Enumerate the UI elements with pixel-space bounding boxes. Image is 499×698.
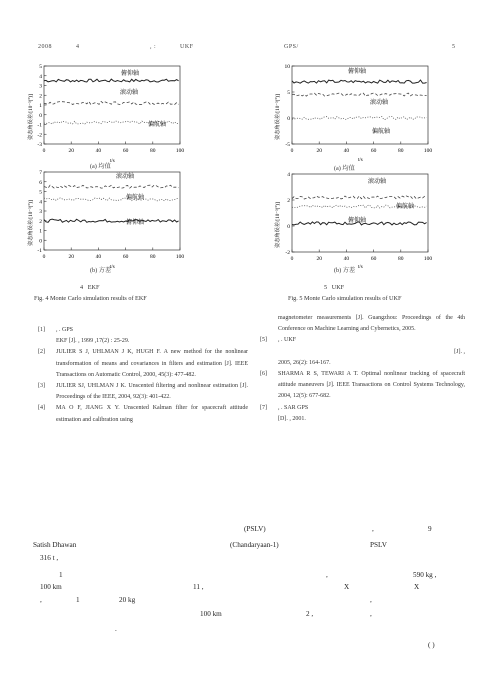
fig5a-ytick-label: 5 — [287, 90, 290, 96]
fig5-caption: Fig. 5 Monte Carlo simulation results of UKF — [288, 295, 402, 302]
fig5a-legend-1: 滚动轴 — [370, 100, 389, 106]
fig4a-ytick-label: 0 — [39, 112, 42, 119]
news-l7c: , — [370, 610, 372, 618]
fig4b-series-pitch — [44, 219, 179, 222]
fig4a-ytick-label: 1 — [39, 103, 42, 109]
fig5b-xtick-label: 0 — [290, 256, 294, 262]
fig4b-ytick-label: 6 — [39, 179, 42, 186]
fig5a-ytick-label: 10 — [284, 64, 290, 70]
fig4b-ytick-label: 7 — [39, 170, 42, 176]
fig5b-ticks — [285, 172, 432, 262]
ref-item: [3] JULIER SJ, UHLMAN J K. Unscented filtering and nonlinear estimation [J]. Proceedings of the IEEE, 2004, 92(3): 401-422. — [38, 383, 248, 401]
fig4b-chart — [26, 166, 186, 276]
fig5b-frame — [292, 174, 428, 252]
fig4a-ytick-label: 4 — [39, 73, 42, 80]
ref-item: [5] , . UKF — [260, 337, 297, 344]
news-l8a: . — [115, 625, 117, 633]
news-l1c: 9 — [428, 525, 432, 533]
news-l2c: PSLV — [370, 541, 387, 549]
ref-item: [J]. , — [454, 348, 465, 355]
ref-item: [6] SHARMA R S, TEWARI A T. Optimal nonlinear tracking of spacecraft attitude maneuvers [J]. IEEE Transactions on Control Systems Technology, 2004, 12(5): 677-682. — [260, 371, 465, 400]
news-l6c: 20 kg — [119, 596, 136, 604]
fig4b-ytick-label: -1 — [37, 248, 42, 254]
fig4b-xtick-label: 60 — [122, 254, 129, 260]
fig4a-ytick-label: -3 — [37, 142, 42, 148]
news-l7b: 2 , — [306, 610, 314, 618]
news-l5c: X — [344, 583, 350, 591]
fig4a-ytick-label: 2 — [39, 93, 42, 100]
fig5b-ytick-label: 2 — [287, 198, 290, 204]
fig4a-legend-2: 偏航轴 — [148, 122, 167, 128]
fig4b-xtick-label: 40 — [95, 254, 102, 260]
ref-item: [7] , . SAR GPS — [260, 404, 309, 411]
ref-item: [2] JULIER S J, UHLMAN J K, HUGH F. A new method for the nonlinear transformation of means and covariances in filters and estimation [J]. IEEE Transactions on Automatic Control, 2000, 45(3): 477-482. — [38, 349, 248, 378]
fig5a-legend-2: 偏航轴 — [372, 129, 391, 135]
news-l2b: (Chandaryaan-1) — [230, 541, 279, 549]
fig5a-chart — [272, 60, 442, 170]
fig4b-ytick-label: 1 — [39, 228, 42, 235]
news-l6d: , — [370, 596, 372, 604]
news-l5b: 11 , — [193, 583, 204, 591]
fig5a-xtick-label: 100 — [423, 148, 433, 154]
fig4-caption: Fig. 4 Monte Carlo simulation results of EKF — [34, 295, 147, 302]
fig4b-ticks — [37, 170, 184, 260]
fig4b-series-roll — [44, 185, 179, 188]
fig5b-ylabel: 姿态角误差/[10⁻³(°)] — [275, 202, 281, 248]
fig5a-series-pitch — [292, 80, 427, 83]
fig5a-ticks — [285, 64, 433, 154]
fig4a-ytick-label: 5 — [39, 64, 42, 70]
fig5b-chart — [272, 168, 442, 274]
fig5b-xtick-label: 20 — [316, 256, 322, 262]
fig5b-panel-label: (b) 方差 — [334, 267, 356, 274]
fig5b-ytick-label: 0 — [287, 224, 290, 230]
header-gps: GPS/ — [284, 44, 299, 50]
fig4-label: 4 EKF — [80, 284, 100, 291]
fig4a-xtick-label: 40 — [95, 148, 102, 154]
fig5-label: 5 UKF — [324, 284, 345, 291]
fig4b-ytick-label: 0 — [39, 238, 42, 245]
fig4b-ylabel: 姿态角误差/[10⁻³(°)] — [28, 200, 34, 246]
fig4a-legend-1: 滚动轴 — [120, 90, 139, 96]
header-sep: , : — [150, 44, 157, 50]
header-year: 2008 — [38, 44, 52, 50]
fig4b-xtick-label: 20 — [68, 254, 74, 260]
fig5b-legend-2: 俯仰轴 — [348, 218, 367, 224]
fig4b-legend-0: 滚动轴 — [116, 174, 135, 180]
news-l6b: 1 — [76, 596, 80, 604]
fig4a-chart — [26, 60, 186, 170]
news-l6a: , — [40, 596, 42, 604]
references-left — [38, 325, 248, 426]
fig4b-xtick-label: 80 — [150, 254, 156, 260]
news-l1a: (PSLV) — [244, 525, 266, 533]
fig5b-xtick-label: 80 — [398, 256, 404, 262]
ref-item: [D]. , 2001. — [278, 415, 306, 422]
fig4b-ytick-label: 2 — [39, 218, 42, 225]
fig4a-frame — [44, 66, 180, 144]
fig4a-xtick-label: 0 — [42, 148, 46, 154]
fig4b-xtick-label: 0 — [42, 254, 46, 260]
fig5a-ytick-label: -5 — [285, 142, 290, 148]
fig5b-ytick-label: 4 — [287, 172, 290, 178]
fig5a-xtick-label: 0 — [290, 148, 294, 154]
fig4a-ytick-label: -2 — [37, 132, 42, 139]
fig4a-ylabel: 姿态角误差/[10⁻³(°)] — [28, 94, 34, 140]
fig5a-series-roll — [292, 93, 427, 96]
fig5a-frame — [292, 66, 428, 144]
news-l4a: 1 — [59, 571, 63, 579]
fig5a-xtick-label: 60 — [370, 148, 377, 154]
fig4a-ytick-label: 3 — [39, 83, 42, 90]
fig5b-xtick-label: 40 — [343, 256, 350, 262]
fig5a-xlabel: t/s — [358, 158, 363, 163]
fig4b-xtick-label: 100 — [175, 254, 185, 260]
fig4a-series-pitch — [44, 79, 179, 82]
header-page: 5 — [452, 44, 456, 50]
fig4a-xtick-label: 100 — [175, 148, 185, 154]
news-l5d: X — [414, 583, 420, 591]
news-l5a: 100 km — [40, 583, 62, 591]
fig4b-series-yaw — [44, 198, 179, 201]
fig5b-xlabel: t/s — [358, 265, 363, 270]
fig5b-legend-0: 滚动轴 — [368, 179, 387, 185]
fig4b-ytick-label: 5 — [39, 189, 42, 196]
fig4a-ticks — [37, 64, 184, 154]
fig5a-panel-label: (a) 均值 — [334, 165, 355, 172]
fig4b-xlabel: t/s — [110, 265, 115, 270]
fig5b-series-roll — [292, 196, 427, 199]
fig5b-xtick-label: 60 — [370, 256, 377, 262]
fig5a-xtick-label: 40 — [343, 148, 350, 154]
fig5b-ytick-label: -2 — [285, 250, 290, 256]
fig4a-xtick-label: 20 — [68, 148, 74, 154]
fig5a-xtick-label: 20 — [316, 148, 322, 154]
news-l1b: , — [372, 525, 374, 533]
header-issue: 4 — [76, 44, 80, 50]
fig5a-xtick-label: 80 — [398, 148, 404, 154]
fig4a-ytick-label: -1 — [37, 122, 42, 129]
news-l4b: , — [326, 571, 328, 579]
fig4b-ytick-label: 3 — [39, 209, 42, 215]
news-l7a: 100 km — [200, 610, 222, 618]
news-l2a: Satish Dhawan — [33, 541, 77, 549]
news-l4c: 590 kg , — [413, 571, 437, 579]
fig4b-panel-label: (b) 方差 — [90, 267, 112, 274]
fig5b-xtick-label: 100 — [423, 256, 433, 262]
fig4a-xlabel: t/s — [110, 159, 115, 164]
fig4a-legend-0: 俯仰轴 — [121, 71, 140, 77]
fig5a-ylabel: 姿态角误差/[10⁻³(°)] — [275, 94, 281, 140]
fig4a-series-roll — [44, 102, 179, 105]
news-l3a: 316 t , — [40, 554, 59, 562]
fig4b-frame — [44, 172, 180, 250]
news-l9a: ( ) — [428, 641, 435, 649]
fig4b-legend-1: 偏航轴 — [126, 195, 145, 201]
references-right — [260, 313, 465, 425]
ref-item: [4] MA O F, JIANG X Y. Unscented Kalman filter for spacecraft attitude estimation and calibration using — [38, 405, 248, 423]
fig5a-series-yaw — [292, 117, 427, 120]
fig4b-legend-2: 俯仰轴 — [126, 220, 145, 226]
fig5a-ytick-label: 0 — [287, 116, 290, 122]
fig4b-ytick-label: 4 — [39, 199, 42, 206]
fig4a-xtick-label: 80 — [150, 148, 156, 154]
fig4a-xtick-label: 60 — [122, 148, 129, 154]
ref-item: EKF [J]. , 1999 ,17(2) : 25-29. — [56, 338, 130, 345]
ref-item: magnetometer measurements [J]. Guangzhou: Proceedings of the 4th Conference on Machine Learning and Cybernetics, 2005. — [278, 315, 465, 333]
fig4a-panel-label: (a) 均值 — [90, 163, 111, 170]
ref-item: [1] , . GPS — [38, 327, 74, 333]
fig5b-legend-1: 偏航轴 — [396, 204, 415, 210]
fig5a-legend-0: 俯仰轴 — [348, 69, 367, 75]
ref-item: 2005, 26(2): 164-167. — [278, 359, 331, 366]
header-ukf: UKF — [180, 44, 194, 50]
